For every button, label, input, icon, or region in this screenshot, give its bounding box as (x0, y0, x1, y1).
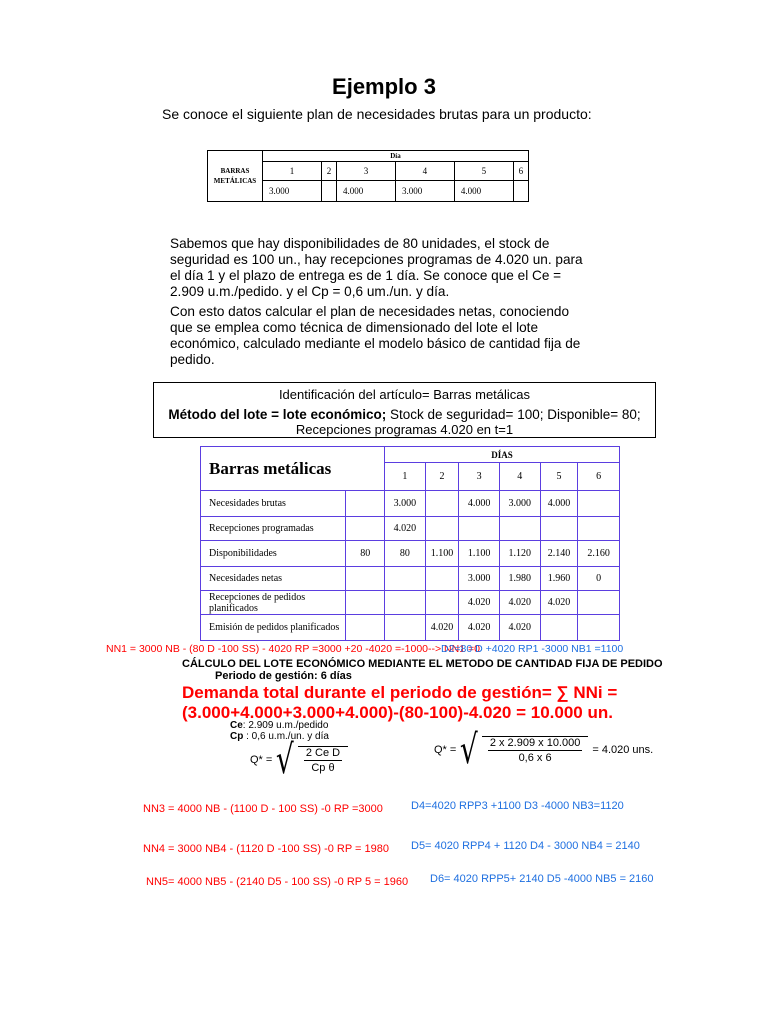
table1-value (513, 181, 528, 202)
intro-text: Se conoce el siguiente plan de necesidades brutas para un producto: (162, 106, 592, 122)
formula2-den: 0,6 x 6 (518, 752, 552, 764)
mrp-day: 1 (385, 463, 426, 491)
mrp-cell (459, 517, 500, 541)
mrp-cell: 1.100 (425, 541, 459, 567)
mrp-cell: 4.020 (425, 615, 459, 641)
mrp-cell: 1.120 (499, 541, 540, 567)
mrp-cell (425, 517, 459, 541)
mrp-row (201, 517, 620, 541)
mrp-cell: 80 (385, 541, 426, 567)
demanda-line1: Demanda total durante el periodo de gestión= ∑ NNi = (182, 683, 618, 702)
table1-day: 3 (337, 162, 396, 181)
mrp-row-label: Necesidades netas (201, 567, 346, 591)
mrp-cell (425, 591, 459, 615)
table1-day: 5 (454, 162, 513, 181)
table1-header: Día (263, 151, 529, 162)
mrp-cell: 4.020 (459, 591, 500, 615)
mrp-day: 5 (540, 463, 578, 491)
formula2-fraction (482, 736, 589, 764)
mrp-cell: 4.020 (499, 615, 540, 641)
mrp-cell: 4.020 (385, 517, 426, 541)
nn5-calculation: NN5= 4000 NB5 - (2140 D5 - 100 SS) -0 RP 5 = 1960 (146, 876, 409, 888)
formula1-den: Cp θ (311, 762, 335, 774)
demanda-total (182, 683, 617, 723)
mrp-cell (578, 491, 620, 517)
nn3-calculation: NN3 = 4000 NB - (1100 D - 100 SS) -0 RP =3000 (143, 803, 383, 815)
mrp-cell: 4.000 (459, 491, 500, 517)
mrp-cell: 1.960 (540, 567, 578, 591)
table1-row-label-1: BARRAS (220, 167, 250, 175)
table1-value: 3.000 (395, 181, 454, 202)
table1-day: 6 (513, 162, 528, 181)
task-statement: Con esto datos calcular el plan de necesidades netas, conociendo que se emplea como técnica de dimensionado del lote el lote económico, calculado mediante el modelo básico de cantidad fija de pedido. (170, 304, 581, 367)
mrp-initial-value (346, 615, 385, 641)
mrp-cell: 4.020 (459, 615, 500, 641)
dias-header: DÍAS (385, 447, 620, 463)
mrp-row-label: Recepciones programadas (201, 517, 346, 541)
mrp-cell (499, 517, 540, 541)
table1-row-label-2: METÁLICAS (213, 177, 257, 185)
formula1-fraction (298, 746, 348, 774)
periodo-gestion: Periodo de gestión: 6 días (215, 670, 352, 682)
mrp-day: 3 (459, 463, 500, 491)
mrp-title: Barras metálicas (201, 447, 385, 491)
mrp-cell (385, 591, 426, 615)
mrp-cell: 0 (578, 567, 620, 591)
mrp-initial-value (346, 517, 385, 541)
mrp-row (201, 491, 620, 517)
mrp-initial-value (346, 491, 385, 517)
table1-day: 4 (395, 162, 454, 181)
d6-calculation: D6= 4020 RPP5+ 2140 D5 -4000 NB5 = 2160 (430, 873, 654, 885)
mrp-table (200, 446, 620, 641)
mrp-row (201, 591, 620, 615)
sqrt-symbol: √ (276, 737, 295, 783)
cp-value: : 0,6 u.m./un. y día (243, 731, 329, 742)
table1-value (321, 181, 336, 202)
mrp-cell (578, 517, 620, 541)
mrp-cell (385, 615, 426, 641)
mrp-day: 6 (578, 463, 620, 491)
mrp-cell: 1.980 (499, 567, 540, 591)
mrp-body (201, 491, 620, 641)
mrp-cell (425, 567, 459, 591)
mrp-cell (540, 517, 578, 541)
mrp-row-label: Recepciones de pedidos planificados (201, 591, 346, 615)
table1-value: 4.000 (454, 181, 513, 202)
mrp-initial-value (346, 591, 385, 615)
mrp-row-label: Necesidades brutas (201, 491, 346, 517)
page-title: Ejemplo 3 (332, 74, 436, 99)
eoq-result-formula (434, 727, 654, 773)
demanda-line2: (3.000+4.000+3.000+4.000)-(80-100)-4.020 = 10.000 un. (182, 703, 613, 722)
table1-value: 4.000 (337, 181, 396, 202)
mrp-cell: 3.000 (385, 491, 426, 517)
mrp-cell: 4.000 (540, 491, 578, 517)
mrp-cell (578, 591, 620, 615)
d2-calculation: D2=80 D +4020 RP1 -3000 NB1 =1100 (441, 643, 624, 655)
ce-definition (230, 720, 328, 731)
d5-calculation: D5= 4020 RPP4 + 1120 D4 - 3000 NB4 = 2140 (411, 840, 640, 852)
d4-calculation: D4=4020 RPP3 +1100 D3 -4000 NB3=1120 (411, 800, 624, 812)
idbox-line1: Identificación del artículo= Barras metálicas (278, 387, 531, 402)
mrp-initial-value: 80 (346, 541, 385, 567)
nn1-calculation: NN1 = 3000 NB - (80 D -100 SS) - 4020 RP =3000 +20 -4020 =-1000--> NN1 =0 (106, 643, 480, 655)
mrp-cell: 4.020 (499, 591, 540, 615)
mrp-cell (578, 615, 620, 641)
formula2-num: 2 x 2.909 x 10.000 (489, 737, 581, 749)
mrp-day: 4 (499, 463, 540, 491)
mrp-cell (385, 567, 426, 591)
gross-needs-table (207, 150, 529, 202)
mrp-row (201, 567, 620, 591)
table1-value: 3.000 (263, 181, 322, 202)
mrp-row (201, 541, 620, 567)
mrp-cell: 2.160 (578, 541, 620, 567)
sqrt-symbol: √ (460, 727, 479, 773)
formula1-lhs: Q* = (250, 754, 273, 766)
mrp-initial-value (346, 567, 385, 591)
table1-row-label (208, 151, 263, 202)
idbox-line2 (154, 407, 655, 422)
mrp-cell: 1.100 (459, 541, 500, 567)
calc-section-title: CÁLCULO DEL LOTE ECONÓMICO MEDIANTE EL METODO DE CANTIDAD FIJA DE PEDIDO (182, 658, 663, 670)
ce-value: : 2.909 u.m./pedido (242, 720, 329, 731)
mrp-day: 2 (425, 463, 459, 491)
item-identification-box (153, 382, 656, 438)
mrp-cell: 3.000 (459, 567, 500, 591)
formula2-result: = 4.020 uns. (592, 744, 654, 756)
formula2-lhs: Q* = (434, 744, 457, 756)
idbox-line3: Recepciones programas 4.020 en t=1 (295, 422, 514, 437)
mrp-cell: 2.140 (540, 541, 578, 567)
formula1-num: 2 Ce D (305, 747, 341, 759)
mrp-cell (540, 615, 578, 641)
mrp-cell (425, 491, 459, 517)
nn4-calculation: NN4 = 3000 NB4 - (1120 D -100 SS) -0 RP = 1980 (143, 843, 390, 855)
mrp-row-label: Disponibilidades (201, 541, 346, 567)
mrp-cell: 4.020 (540, 591, 578, 615)
ce-label: Ce (230, 720, 243, 731)
table1-day: 2 (321, 162, 336, 181)
table1-day: 1 (263, 162, 322, 181)
idbox-method: Método del lote = lote económico; (168, 407, 387, 422)
mrp-cell: 3.000 (499, 491, 540, 517)
cp-label: Cp (230, 731, 244, 742)
idbox-stock: Stock de seguridad= 100; Disponible= 80; (386, 407, 641, 422)
mrp-row-label: Emisión de pedidos planificados (201, 615, 346, 641)
problem-statement: Sabemos que hay disponibilidades de 80 unidades, el stock de seguridad es 100 un., hay recepciones programas de 4.020 un. para el día 1 y el plazo de entrega es de 1 día. Se conoce que el Ce = 2.909 u.m./pedido. y el Cp = 0,6 um./un. y día. (170, 236, 583, 299)
eoq-formula (250, 737, 348, 783)
mrp-row (201, 615, 620, 641)
